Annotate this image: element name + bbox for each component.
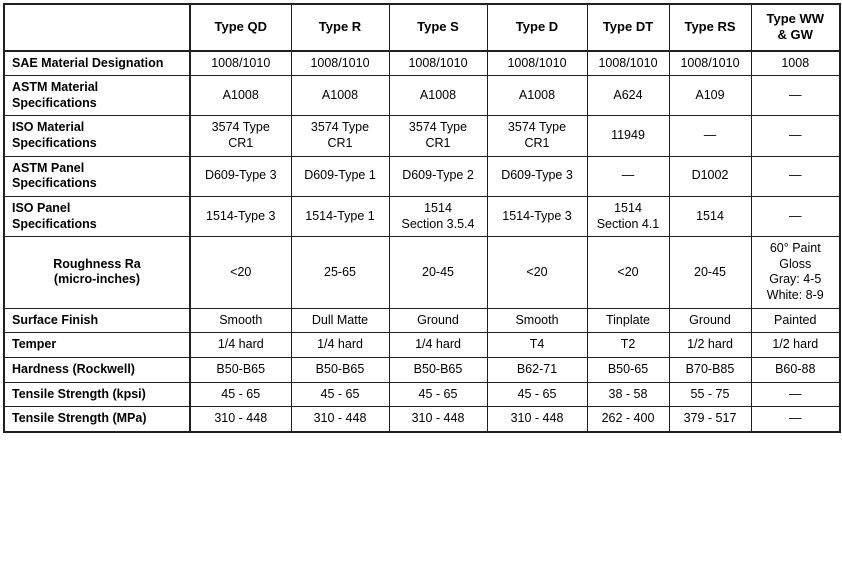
- cell-tensile-kpsi-rs: 55 - 75: [669, 382, 751, 407]
- cell-temper-ww: 1/2 hard: [751, 333, 840, 358]
- cell-line3: Gray: 4-5: [769, 272, 822, 287]
- row-label-line2: (micro-inches): [53, 272, 141, 287]
- row-label-line1: Tensile Strength (kpsi): [12, 386, 146, 401]
- cell-tensile-mpa-ww: —: [751, 407, 840, 432]
- row-label-line1: Roughness Ra: [53, 256, 141, 271]
- row-label-line1: ISO Material: [12, 120, 85, 135]
- cell-line1: 3574 Type: [507, 120, 567, 135]
- cell-astm-material-r: A1008: [291, 76, 389, 116]
- table-row: [4, 333, 840, 358]
- cell-roughness-ww: [751, 237, 840, 309]
- row-label-line1: SAE Material Designation: [12, 55, 164, 70]
- cell-roughness-r: 25-65: [291, 237, 389, 309]
- row-label-line2: Specifications: [12, 176, 97, 191]
- cell-tensile-kpsi-s: 45 - 65: [389, 382, 487, 407]
- cell-sae-dt: 1008/1010: [587, 51, 669, 76]
- row-label-line1: Temper: [12, 337, 57, 352]
- cell-line2: CR1: [425, 136, 451, 150]
- cell-tensile-mpa-d: 310 - 448: [487, 407, 587, 432]
- row-label-temper: [4, 333, 190, 358]
- cell-sae-r: 1008/1010: [291, 51, 389, 76]
- cell-tensile-mpa-dt: 262 - 400: [587, 407, 669, 432]
- cell-astm-material-d: A1008: [487, 76, 587, 116]
- cell-hardness-r: B50-B65: [291, 357, 389, 382]
- cell-line1: 3574 Type: [310, 120, 370, 135]
- cell-surface-finish-rs: Ground: [669, 308, 751, 333]
- cell-astm-panel-rs: D1002: [669, 156, 751, 196]
- column-header-type-r: Type R: [291, 4, 389, 51]
- cell-iso-material-s: [389, 116, 487, 156]
- cell-temper-rs: 1/2 hard: [669, 333, 751, 358]
- row-label-line1: Tensile Strength (MPa): [12, 411, 147, 426]
- cell-tensile-mpa-r: 310 - 448: [291, 407, 389, 432]
- cell-line1: 3574 Type: [408, 120, 468, 135]
- cell-sae-ww: 1008: [751, 51, 840, 76]
- cell-tensile-mpa-rs: 379 - 517: [669, 407, 751, 432]
- cell-iso-panel-r: 1514-Type 1: [291, 196, 389, 236]
- table-row: [4, 196, 840, 236]
- cell-iso-panel-s: [389, 196, 487, 236]
- row-label-tensile-strength-mpa: [4, 407, 190, 432]
- cell-temper-s: 1/4 hard: [389, 333, 487, 358]
- cell-sae-qd: 1008/1010: [190, 51, 291, 76]
- cell-roughness-dt: <20: [587, 237, 669, 309]
- cell-surface-finish-dt: Tinplate: [587, 308, 669, 333]
- column-header-type-qd: Type QD: [190, 4, 291, 51]
- cell-astm-material-dt: A624: [587, 76, 669, 116]
- cell-tensile-kpsi-r: 45 - 65: [291, 382, 389, 407]
- cell-roughness-s: 20-45: [389, 237, 487, 309]
- cell-line1: 1514: [424, 200, 452, 215]
- cell-astm-material-qd: A1008: [190, 76, 291, 116]
- cell-tensile-mpa-s: 310 - 448: [389, 407, 487, 432]
- cell-hardness-s: B50-B65: [389, 357, 487, 382]
- cell-sae-s: 1008/1010: [389, 51, 487, 76]
- cell-temper-r: 1/4 hard: [291, 333, 389, 358]
- cell-surface-finish-ww: Painted: [751, 308, 840, 333]
- cell-surface-finish-r: Dull Matte: [291, 308, 389, 333]
- row-label-line2: Specifications: [12, 95, 97, 110]
- table-row: [4, 116, 840, 156]
- row-label-line2: Specifications: [12, 136, 97, 150]
- column-header-type-s: Type S: [389, 4, 487, 51]
- cell-tensile-kpsi-d: 45 - 65: [487, 382, 587, 407]
- column-header-type-dt: Type DT: [587, 4, 669, 51]
- cell-astm-panel-qd: D609-Type 3: [190, 156, 291, 196]
- table-row: [4, 237, 840, 309]
- row-label-surface-finish: [4, 308, 190, 333]
- cell-iso-panel-d: 1514-Type 3: [487, 196, 587, 236]
- column-header-type-d: Type D: [487, 4, 587, 51]
- cell-surface-finish-qd: Smooth: [190, 308, 291, 333]
- header-corner-cell: [4, 4, 190, 51]
- cell-iso-panel-dt: [587, 196, 669, 236]
- cell-iso-panel-qd: 1514-Type 3: [190, 196, 291, 236]
- cell-astm-material-rs: A109: [669, 76, 751, 116]
- column-header-ww-line2: & GW: [777, 27, 813, 43]
- cell-surface-finish-s: Ground: [389, 308, 487, 333]
- cell-tensile-kpsi-qd: 45 - 65: [190, 382, 291, 407]
- table-row: [4, 382, 840, 407]
- row-label-line2: Specifications: [12, 216, 97, 231]
- cell-astm-panel-d: D609-Type 3: [487, 156, 587, 196]
- column-header-type-ww-gw: [751, 4, 840, 51]
- cell-sae-d: 1008/1010: [487, 51, 587, 76]
- cell-line1: 3574 Type: [211, 120, 270, 135]
- cell-hardness-ww: B60-88: [751, 357, 840, 382]
- cell-iso-material-dt: 11949: [587, 116, 669, 156]
- column-header-ww-line1: Type WW: [766, 11, 825, 26]
- cell-hardness-d: B62-71: [487, 357, 587, 382]
- cell-astm-material-s: A1008: [389, 76, 487, 116]
- table-row: [4, 76, 840, 116]
- cell-line2: CR1: [228, 136, 254, 150]
- cell-iso-panel-ww: —: [751, 196, 840, 236]
- table-row: [4, 51, 840, 76]
- row-label-sae-material-designation: [4, 51, 190, 76]
- cell-temper-d: T4: [487, 333, 587, 358]
- material-specification-table: [3, 3, 841, 433]
- cell-iso-material-r: [291, 116, 389, 156]
- row-label-roughness-ra: [4, 237, 190, 309]
- table-header-row: [4, 4, 840, 51]
- row-label-line1: ASTM Material: [12, 80, 99, 95]
- row-label-iso-material-specifications: [4, 116, 190, 156]
- cell-tensile-kpsi-ww: —: [751, 382, 840, 407]
- row-label-astm-panel-specifications: [4, 156, 190, 196]
- cell-iso-material-rs: —: [669, 116, 751, 156]
- cell-iso-material-d: [487, 116, 587, 156]
- row-label-tensile-strength-kpsi: [4, 382, 190, 407]
- cell-roughness-d: <20: [487, 237, 587, 309]
- cell-roughness-qd: <20: [190, 237, 291, 309]
- cell-hardness-rs: B70-B85: [669, 357, 751, 382]
- cell-astm-panel-ww: —: [751, 156, 840, 196]
- cell-astm-panel-s: D609-Type 2: [389, 156, 487, 196]
- cell-roughness-rs: 20-45: [669, 237, 751, 309]
- row-label-line1: Surface Finish: [12, 312, 99, 327]
- cell-sae-rs: 1008/1010: [669, 51, 751, 76]
- cell-iso-material-ww: —: [751, 116, 840, 156]
- table-row: [4, 308, 840, 333]
- cell-tensile-mpa-qd: 310 - 448: [190, 407, 291, 432]
- table-row: [4, 407, 840, 432]
- cell-line2: CR1: [327, 136, 353, 150]
- row-label-line1: ASTM Panel: [12, 160, 85, 175]
- cell-temper-dt: T2: [587, 333, 669, 358]
- row-label-line1: Hardness (Rockwell): [12, 361, 135, 376]
- cell-temper-qd: 1/4 hard: [190, 333, 291, 358]
- cell-surface-finish-d: Smooth: [487, 308, 587, 333]
- table-row: [4, 357, 840, 382]
- cell-line2: Section 4.1: [596, 216, 660, 231]
- cell-line2: Gloss: [779, 256, 812, 271]
- cell-line1: 1514: [614, 200, 642, 215]
- table-row: [4, 156, 840, 196]
- cell-line2: Section 3.5.4: [401, 216, 475, 231]
- cell-line4: White: 8-9: [766, 288, 824, 302]
- cell-iso-material-qd: [190, 116, 291, 156]
- cell-hardness-qd: B50-B65: [190, 357, 291, 382]
- row-label-iso-panel-specifications: [4, 196, 190, 236]
- cell-astm-panel-dt: —: [587, 156, 669, 196]
- cell-tensile-kpsi-dt: 38 - 58: [587, 382, 669, 407]
- row-label-line1: ISO Panel: [12, 200, 71, 215]
- cell-line2: CR1: [524, 136, 550, 150]
- cell-hardness-dt: B50-65: [587, 357, 669, 382]
- cell-astm-panel-r: D609-Type 1: [291, 156, 389, 196]
- cell-iso-panel-rs: 1514: [669, 196, 751, 236]
- cell-line1: 60° Paint: [769, 241, 821, 256]
- row-label-astm-material-specifications: [4, 76, 190, 116]
- cell-astm-material-ww: —: [751, 76, 840, 116]
- row-label-hardness-rockwell: [4, 357, 190, 382]
- column-header-type-rs: Type RS: [669, 4, 751, 51]
